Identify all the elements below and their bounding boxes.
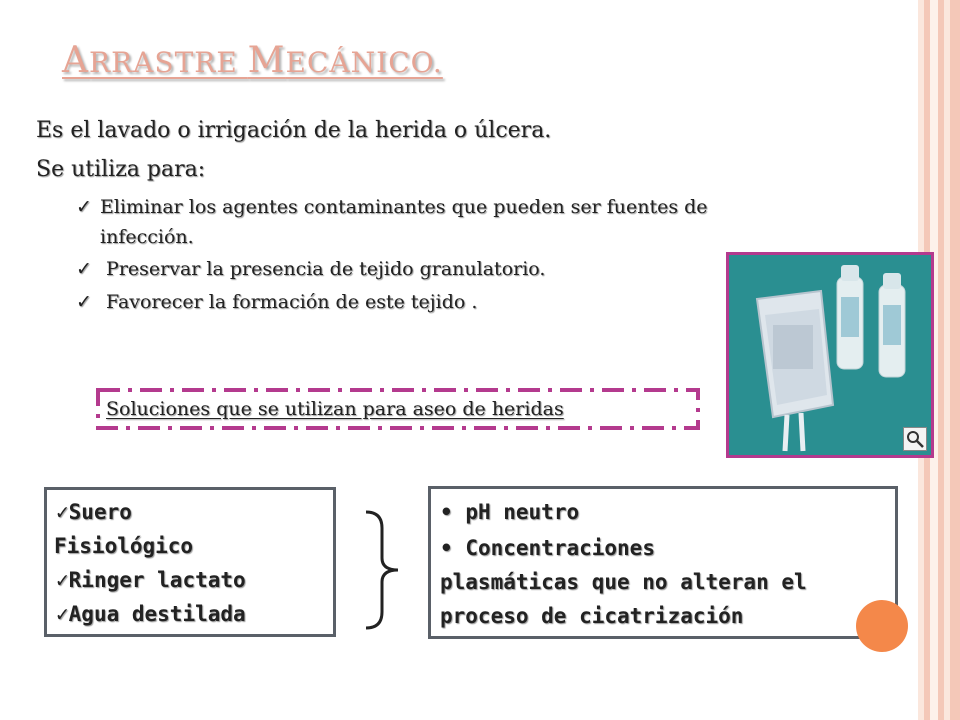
property-item: • pH neutro [440, 500, 580, 524]
solution-item-continuation: Fisiológico [54, 534, 194, 558]
property-item-continuation: proceso de cicatrización [440, 604, 744, 628]
list-item: ✓ Preservar la presencia de tejido granulatorio. [76, 258, 546, 280]
check-icon: ✓ [76, 196, 92, 218]
uses-heading: Se utiliza para: [36, 157, 206, 182]
solution-item: ✓Agua destilada [56, 602, 246, 626]
slide-title: ARRASTRE MECÁNICO. [62, 40, 443, 81]
solution-item: ✓Ringer lactato [56, 568, 246, 592]
decorative-circle [856, 600, 908, 652]
list-item-continuation: infección. [100, 226, 194, 248]
check-icon: ✓ [76, 258, 92, 280]
magnifier-icon[interactable] [903, 427, 927, 451]
list-item: ✓ Eliminar los agentes contaminantes que pueden ser fuentes de [76, 196, 708, 218]
right-brace [360, 508, 406, 632]
intro-text: Es el lavado o irrigación de la herida o úlcera. [36, 118, 552, 143]
property-item-continuation: plasmáticas que no alteran el [440, 570, 807, 594]
solution-item: ✓Suero [56, 500, 132, 524]
list-item: ✓ Favorecer la formación de este tejido . [76, 291, 478, 313]
check-icon: ✓ [76, 291, 92, 313]
solutions-label: Soluciones que se utilizan para aseo de heridas [106, 398, 564, 420]
iv-solutions-image [726, 252, 934, 458]
check-icon: ✓ [56, 500, 69, 524]
check-icon: ✓ [56, 602, 69, 626]
check-icon: ✓ [56, 568, 69, 592]
property-item: • Concentraciones [440, 536, 655, 560]
